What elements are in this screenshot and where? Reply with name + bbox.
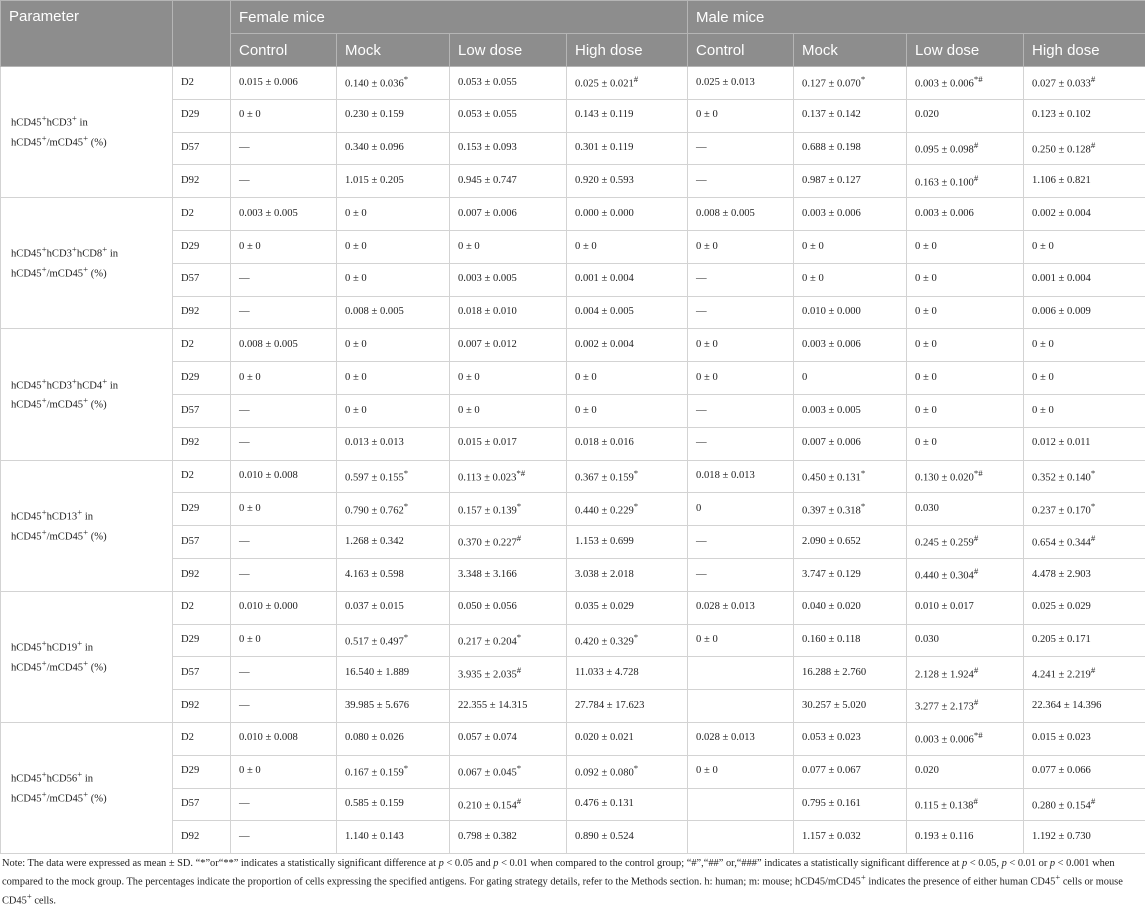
table-cell: 0.440 ± 0.229*: [567, 493, 688, 526]
table-cell: 0.027 ± 0.033#: [1024, 67, 1145, 100]
table-cell: 0.015 ± 0.023: [1024, 722, 1145, 755]
parameter-label: hCD45+hCD13+ in hCD45+/mCD45+ (%): [1, 460, 173, 591]
table-cell: 0.440 ± 0.304#: [907, 558, 1024, 591]
table-cell: 0 ± 0: [794, 230, 907, 263]
day-label: D29: [173, 624, 231, 657]
table-cell: 0.217 ± 0.204*: [450, 624, 567, 657]
table-cell: 0.597 ± 0.155*: [337, 460, 450, 493]
table-cell: 0.020: [907, 99, 1024, 132]
table-cell: 0.053 ± 0.055: [450, 67, 567, 100]
table-row: [1, 296, 1145, 329]
table-cell: 0.003 ± 0.006: [794, 198, 907, 231]
table-cell: 0.013 ± 0.013: [337, 427, 450, 460]
parameter-label: hCD45+hCD56+ in hCD45+/mCD45+ (%): [1, 722, 173, 853]
table-cell: 0 ± 0: [907, 230, 1024, 263]
table-cell: 0.012 ± 0.011: [1024, 427, 1145, 460]
table-cell: 0.003 ± 0.005: [450, 263, 567, 296]
table-cell: 0.245 ± 0.259#: [907, 526, 1024, 559]
table-cell: —: [231, 165, 337, 198]
day-label: D57: [173, 394, 231, 427]
table-cell: 4.241 ± 2.219#: [1024, 657, 1145, 690]
table-cell: 0.002 ± 0.004: [1024, 198, 1145, 231]
parameter-label: hCD45+hCD19+ in hCD45+/mCD45+ (%): [1, 591, 173, 722]
table-cell: 0.007 ± 0.006: [450, 198, 567, 231]
header-female-control: Control: [231, 34, 337, 67]
table-cell: 0.057 ± 0.074: [450, 722, 567, 755]
table-cell: 0.020 ± 0.021: [567, 722, 688, 755]
day-label: D29: [173, 230, 231, 263]
table-cell: 0.050 ± 0.056: [450, 591, 567, 624]
table-cell: 0.001 ± 0.004: [1024, 263, 1145, 296]
table-cell: —: [231, 526, 337, 559]
table-cell: 0.115 ± 0.138#: [907, 788, 1024, 821]
table-cell: 0.001 ± 0.004: [567, 263, 688, 296]
table-cell: 0.006 ± 0.009: [1024, 296, 1145, 329]
table-cell: —: [231, 394, 337, 427]
table-cell: 0.476 ± 0.131: [567, 788, 688, 821]
table-cell: 0.397 ± 0.318*: [794, 493, 907, 526]
table-cell: 0.007 ± 0.012: [450, 329, 567, 362]
table-cell: —: [688, 526, 794, 559]
table-cell: 0.015 ± 0.017: [450, 427, 567, 460]
table-cell: 0.003 ± 0.006: [794, 329, 907, 362]
table-row: [1, 394, 1145, 427]
table-cell: 0.517 ± 0.497*: [337, 624, 450, 657]
header-female-low-dose: Low dose: [450, 34, 567, 67]
table-cell: 0.018 ± 0.010: [450, 296, 567, 329]
table-cell: —: [688, 165, 794, 198]
table-row: [1, 230, 1145, 263]
table-cell: 0 ± 0: [907, 427, 1024, 460]
table-cell: 0.945 ± 0.747: [450, 165, 567, 198]
day-label: D29: [173, 755, 231, 788]
table-cell: 1.015 ± 0.205: [337, 165, 450, 198]
table-cell: 1.106 ± 0.821: [1024, 165, 1145, 198]
table-cell: 0.030: [907, 624, 1024, 657]
table-cell: 3.038 ± 2.018: [567, 558, 688, 591]
table-cell: 0.015 ± 0.006: [231, 67, 337, 100]
table-cell: 0.160 ± 0.118: [794, 624, 907, 657]
table-cell: 0.137 ± 0.142: [794, 99, 907, 132]
table-cell: [688, 821, 794, 854]
table-row: [1, 67, 1145, 100]
day-label: D2: [173, 722, 231, 755]
table-cell: 0.008 ± 0.005: [337, 296, 450, 329]
day-label: D92: [173, 165, 231, 198]
table-row: [1, 460, 1145, 493]
table-cell: 0.040 ± 0.020: [794, 591, 907, 624]
table-row: [1, 690, 1145, 723]
table-cell: 0 ± 0: [231, 230, 337, 263]
table-row: [1, 362, 1145, 395]
day-label: D29: [173, 362, 231, 395]
table-cell: 0 ± 0: [688, 99, 794, 132]
header-male-mice: Male mice: [688, 1, 1145, 34]
table-cell: 30.257 ± 5.020: [794, 690, 907, 723]
table-cell: 0: [794, 362, 907, 395]
table-cell: 11.033 ± 4.728: [567, 657, 688, 690]
table-cell: 0.420 ± 0.329*: [567, 624, 688, 657]
table-cell: 0.003 ± 0.006*#: [907, 722, 1024, 755]
table-cell: [688, 690, 794, 723]
table-cell: 3.747 ± 0.129: [794, 558, 907, 591]
table-row: [1, 493, 1145, 526]
table-cell: 0.008 ± 0.005: [231, 329, 337, 362]
table-cell: —: [688, 427, 794, 460]
table-cell: 0 ± 0: [337, 394, 450, 427]
table-cell: 2.128 ± 1.924#: [907, 657, 1024, 690]
table-cell: 0 ± 0: [450, 362, 567, 395]
table-cell: 0.205 ± 0.171: [1024, 624, 1145, 657]
table-cell: 1.268 ± 0.342: [337, 526, 450, 559]
table-cell: 0 ± 0: [337, 362, 450, 395]
table-row: [1, 165, 1145, 198]
table-cell: 0.092 ± 0.080*: [567, 755, 688, 788]
table-cell: 0.123 ± 0.102: [1024, 99, 1145, 132]
table-cell: —: [231, 558, 337, 591]
table-cell: —: [688, 132, 794, 165]
table-cell: 0 ± 0: [907, 329, 1024, 362]
table-cell: 0.025 ± 0.013: [688, 67, 794, 100]
table-cell: 0.367 ± 0.159*: [567, 460, 688, 493]
table-cell: 4.163 ± 0.598: [337, 558, 450, 591]
table-row: [1, 755, 1145, 788]
table-cell: 0.080 ± 0.026: [337, 722, 450, 755]
table-cell: 1.140 ± 0.143: [337, 821, 450, 854]
header-female-mock: Mock: [337, 34, 450, 67]
table-row: [1, 198, 1145, 231]
table-row: [1, 624, 1145, 657]
table-cell: 0 ± 0: [231, 755, 337, 788]
table-note: Note: The data were expressed as mean ± SD. “*”or“**” indicates a statistically significant difference at p < 0.05 and p < 0.01 when compared to the control group; “#”,“##” or,“###” indicates a statistically significant difference at p < 0.05, p < 0.01 or p < 0.001 when compared to the mock group. The percentages indicate the proportion of cells expressing the specified antigens. For gating strategy details, refer to the Methods section. h: human; m: mouse; hCD45/mCD45+ indicates the presence of either human CD45+ cells or mouse CD45+ cells.: [0, 854, 1144, 908]
table-cell: 0 ± 0: [567, 362, 688, 395]
table-row: [1, 657, 1145, 690]
table-cell: 0.010 ± 0.000: [794, 296, 907, 329]
table-cell: 0.095 ± 0.098#: [907, 132, 1024, 165]
table-row: [1, 427, 1145, 460]
table-cell: 39.985 ± 5.676: [337, 690, 450, 723]
table-cell: 0 ± 0: [688, 230, 794, 263]
table-cell: 0.010 ± 0.008: [231, 722, 337, 755]
table-cell: 0.028 ± 0.013: [688, 591, 794, 624]
table-cell: 0.301 ± 0.119: [567, 132, 688, 165]
day-label: D2: [173, 67, 231, 100]
table-cell: 0 ± 0: [231, 624, 337, 657]
day-label: D57: [173, 788, 231, 821]
header-male-low-dose: Low dose: [907, 34, 1024, 67]
table-cell: —: [231, 263, 337, 296]
table-row: [1, 722, 1145, 755]
table-cell: —: [688, 263, 794, 296]
table-cell: 0.025 ± 0.021#: [567, 67, 688, 100]
table-cell: 0 ± 0: [1024, 329, 1145, 362]
table-cell: 0 ± 0: [337, 263, 450, 296]
day-label: D57: [173, 263, 231, 296]
table-cell: 0.280 ± 0.154#: [1024, 788, 1145, 821]
table-row: [1, 132, 1145, 165]
table-cell: 0 ± 0: [907, 263, 1024, 296]
table-cell: 0.987 ± 0.127: [794, 165, 907, 198]
table-cell: 0.153 ± 0.093: [450, 132, 567, 165]
table-cell: 22.364 ± 14.396: [1024, 690, 1145, 723]
header-male-high-dose: High dose: [1024, 34, 1145, 67]
table-row: [1, 329, 1145, 362]
table-cell: 0.450 ± 0.131*: [794, 460, 907, 493]
table-cell: 0 ± 0: [231, 493, 337, 526]
table-cell: —: [231, 427, 337, 460]
table-cell: 22.355 ± 14.315: [450, 690, 567, 723]
table-cell: 27.784 ± 17.623: [567, 690, 688, 723]
table-row: [1, 821, 1145, 854]
table-cell: 1.192 ± 0.730: [1024, 821, 1145, 854]
table-cell: 0 ± 0: [907, 362, 1024, 395]
table-row: [1, 526, 1145, 559]
table-cell: 0.003 ± 0.005: [231, 198, 337, 231]
table-cell: 0.130 ± 0.020*#: [907, 460, 1024, 493]
table-cell: 1.153 ± 0.699: [567, 526, 688, 559]
table-cell: 0.053 ± 0.023: [794, 722, 907, 755]
table-cell: 1.157 ± 0.032: [794, 821, 907, 854]
table-cell: 0.250 ± 0.128#: [1024, 132, 1145, 165]
table-cell: —: [231, 821, 337, 854]
table-cell: 0 ± 0: [1024, 362, 1145, 395]
day-label: D2: [173, 198, 231, 231]
header-parameter: Parameter: [1, 1, 173, 67]
parameter-label: hCD45+hCD3+hCD8+ in hCD45+/mCD45+ (%): [1, 198, 173, 329]
table-cell: 0 ± 0: [450, 394, 567, 427]
day-label: D57: [173, 526, 231, 559]
table-cell: 0.163 ± 0.100#: [907, 165, 1024, 198]
table-cell: 0.008 ± 0.005: [688, 198, 794, 231]
header-female-high-dose: High dose: [567, 34, 688, 67]
table-cell: 0.000 ± 0.000: [567, 198, 688, 231]
table-cell: 0 ± 0: [907, 394, 1024, 427]
table-cell: 0.077 ± 0.066: [1024, 755, 1145, 788]
table-cell: 0.020: [907, 755, 1024, 788]
table-cell: —: [231, 657, 337, 690]
table-row: [1, 591, 1145, 624]
table-cell: 0 ± 0: [1024, 230, 1145, 263]
table-cell: 0 ± 0: [231, 362, 337, 395]
table-cell: —: [231, 296, 337, 329]
table-cell: 0 ± 0: [907, 296, 1024, 329]
table-cell: 0 ± 0: [688, 362, 794, 395]
table-cell: 0.004 ± 0.005: [567, 296, 688, 329]
table-body: [1, 67, 1145, 854]
header-female-mice: Female mice: [231, 1, 688, 34]
table-cell: 0.053 ± 0.055: [450, 99, 567, 132]
table-cell: 0.654 ± 0.344#: [1024, 526, 1145, 559]
table-cell: 0.370 ± 0.227#: [450, 526, 567, 559]
table-cell: 0.790 ± 0.762*: [337, 493, 450, 526]
table-cell: 0 ± 0: [231, 99, 337, 132]
table-cell: 2.090 ± 0.652: [794, 526, 907, 559]
day-label: D57: [173, 132, 231, 165]
table-cell: 0.003 ± 0.006: [907, 198, 1024, 231]
table-cell: 0 ± 0: [1024, 394, 1145, 427]
table-cell: 3.277 ± 2.173#: [907, 690, 1024, 723]
day-label: D2: [173, 591, 231, 624]
table-cell: 0.890 ± 0.524: [567, 821, 688, 854]
table-cell: 0 ± 0: [688, 755, 794, 788]
table-cell: 0.010 ± 0.000: [231, 591, 337, 624]
table-cell: 0.193 ± 0.116: [907, 821, 1024, 854]
table-row: [1, 263, 1145, 296]
table-cell: 0.340 ± 0.096: [337, 132, 450, 165]
table-cell: 0.018 ± 0.016: [567, 427, 688, 460]
day-label: D2: [173, 460, 231, 493]
table-cell: 0 ± 0: [688, 624, 794, 657]
table-cell: 0 ± 0: [567, 230, 688, 263]
table-cell: 0.113 ± 0.023*#: [450, 460, 567, 493]
table-cell: [688, 788, 794, 821]
table-header: [1, 1, 1145, 67]
table-cell: 0.585 ± 0.159: [337, 788, 450, 821]
table-cell: 0.352 ± 0.140*: [1024, 460, 1145, 493]
table-cell: 16.540 ± 1.889: [337, 657, 450, 690]
table-cell: 0 ± 0: [688, 329, 794, 362]
table-cell: 0.028 ± 0.013: [688, 722, 794, 755]
table-cell: 0 ± 0: [567, 394, 688, 427]
table-cell: 0.018 ± 0.013: [688, 460, 794, 493]
table-cell: 3.935 ± 2.035#: [450, 657, 567, 690]
day-label: D57: [173, 657, 231, 690]
table-cell: 0.010 ± 0.017: [907, 591, 1024, 624]
table-cell: 0 ± 0: [450, 230, 567, 263]
day-label: D92: [173, 821, 231, 854]
table-cell: 0.237 ± 0.170*: [1024, 493, 1145, 526]
table-row: [1, 99, 1145, 132]
table-row: [1, 558, 1145, 591]
table-cell: 0.688 ± 0.198: [794, 132, 907, 165]
table-cell: 0.010 ± 0.008: [231, 460, 337, 493]
table-cell: —: [688, 394, 794, 427]
table-cell: —: [688, 558, 794, 591]
table-cell: 0.143 ± 0.119: [567, 99, 688, 132]
table-cell: 0 ± 0: [794, 263, 907, 296]
table-cell: 0.798 ± 0.382: [450, 821, 567, 854]
table-cell: 3.348 ± 3.166: [450, 558, 567, 591]
day-label: D2: [173, 329, 231, 362]
table-cell: 0.140 ± 0.036*: [337, 67, 450, 100]
table-cell: 0.002 ± 0.004: [567, 329, 688, 362]
table-cell: 0.210 ± 0.154#: [450, 788, 567, 821]
table-cell: 4.478 ± 2.903: [1024, 558, 1145, 591]
table-cell: 0.035 ± 0.029: [567, 591, 688, 624]
day-label: D29: [173, 493, 231, 526]
table-cell: 0.037 ± 0.015: [337, 591, 450, 624]
header-day: [173, 1, 231, 67]
header-male-control: Control: [688, 34, 794, 67]
table-cell: 0.920 ± 0.593: [567, 165, 688, 198]
table-cell: —: [231, 690, 337, 723]
table-cell: 0.167 ± 0.159*: [337, 755, 450, 788]
table-cell: 0.030: [907, 493, 1024, 526]
day-label: D29: [173, 99, 231, 132]
parameter-label: hCD45+hCD3+ in hCD45+/mCD45+ (%): [1, 67, 173, 198]
table-cell: —: [688, 296, 794, 329]
table-cell: [688, 657, 794, 690]
table-cell: 0 ± 0: [337, 329, 450, 362]
day-label: D92: [173, 558, 231, 591]
table-cell: 0 ± 0: [337, 230, 450, 263]
day-label: D92: [173, 690, 231, 723]
table-row: [1, 788, 1145, 821]
table-cell: 0.003 ± 0.006*#: [907, 67, 1024, 100]
table-cell: 0.795 ± 0.161: [794, 788, 907, 821]
day-label: D92: [173, 427, 231, 460]
table-cell: —: [231, 132, 337, 165]
table-cell: 0.127 ± 0.070*: [794, 67, 907, 100]
table-cell: 0.157 ± 0.139*: [450, 493, 567, 526]
table-cell: 0.230 ± 0.159: [337, 99, 450, 132]
table-cell: 0 ± 0: [337, 198, 450, 231]
table-cell: —: [231, 788, 337, 821]
table-cell: 16.288 ± 2.760: [794, 657, 907, 690]
header-male-mock: Mock: [794, 34, 907, 67]
parameter-label: hCD45+hCD3+hCD4+ in hCD45+/mCD45+ (%): [1, 329, 173, 460]
table-cell: 0.025 ± 0.029: [1024, 591, 1145, 624]
table-cell: 0.003 ± 0.005: [794, 394, 907, 427]
day-label: D92: [173, 296, 231, 329]
table-cell: 0.067 ± 0.045*: [450, 755, 567, 788]
table-cell: 0.007 ± 0.006: [794, 427, 907, 460]
table-cell: 0: [688, 493, 794, 526]
table-cell: 0.077 ± 0.067: [794, 755, 907, 788]
